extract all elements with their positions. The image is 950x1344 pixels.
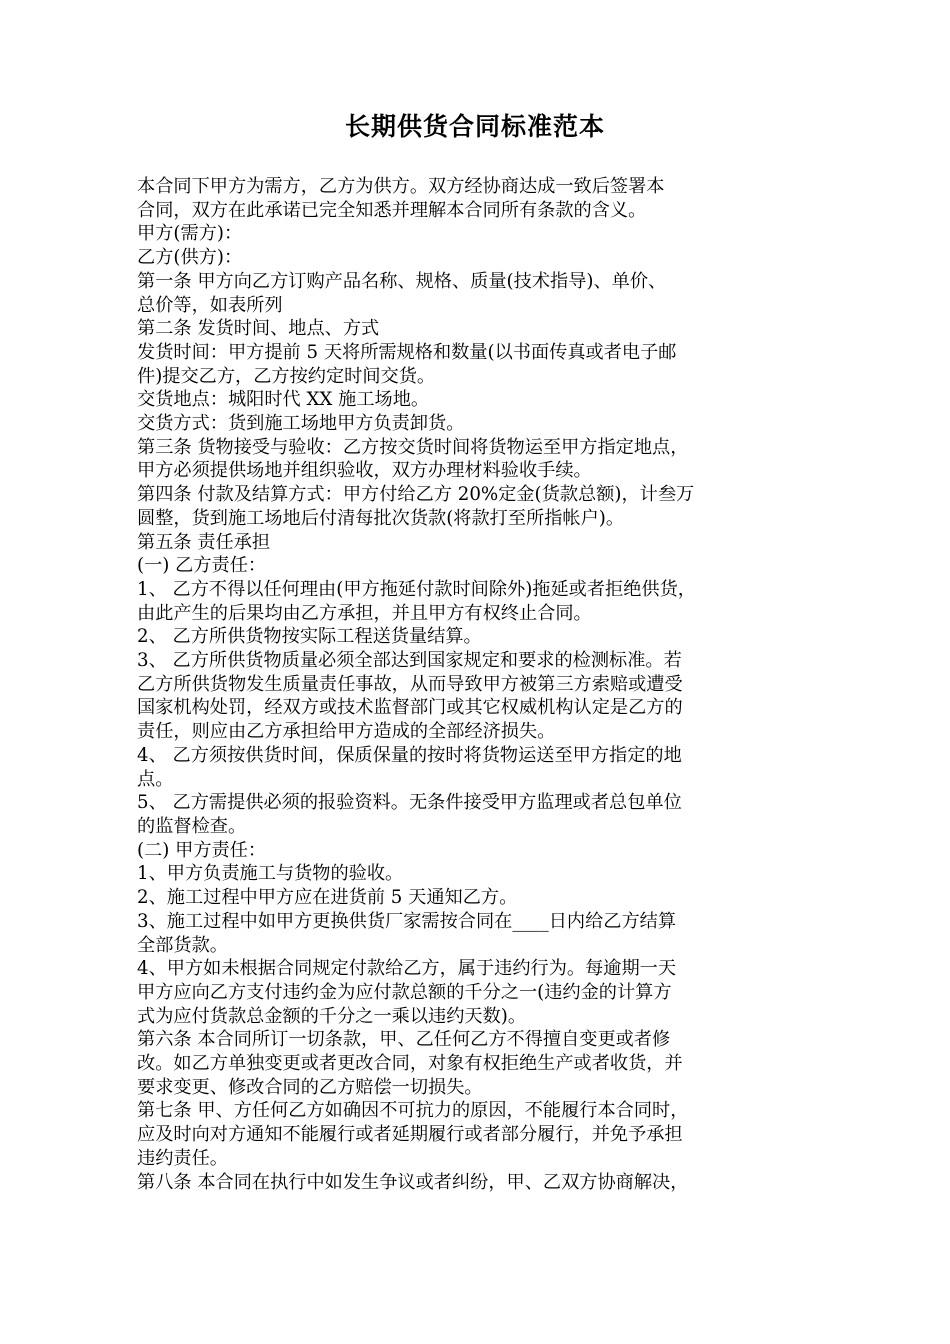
- text-line: 2、施工过程中甲方应在进货前 5 天通知乙方。: [137, 887, 518, 909]
- text-line: 3、 乙方所供货物质量必须全部达到国家规定和要求的检测标准。若: [137, 650, 682, 672]
- text-line: 第五条 责任承担: [137, 531, 271, 553]
- text-line: 第一条 甲方向乙方订购产品名称、规格、质量(技术指导)、单价、: [137, 270, 667, 292]
- text-line: 发货时间：甲方提前 5 天将所需规格和数量(以书面传真或者电子邮: [137, 341, 677, 363]
- text-line: 甲方应向乙方支付违约金为应付款总额的千分之一(违约金的计算方: [137, 981, 672, 1003]
- text-line: 合同，双方在此承诺已完全知悉并理解本合同所有条款的含义。: [137, 199, 647, 221]
- text-line: 要求变更、修改合同的乙方赔偿一切损失。: [137, 1076, 483, 1098]
- text-line: 总价等，如表所列: [137, 294, 283, 316]
- text-line: 3、施工过程中如甲方更换供货厂家需按合同在____日内给乙方结算: [137, 910, 677, 932]
- text-line: 1、 乙方不得以任何理由(甲方拖延付款时间除外)拖延或者拒绝供货，: [137, 578, 696, 600]
- text-line: 4、 乙方须按供货时间，保质保量的按时将货物运送至甲方指定的地: [137, 744, 682, 766]
- text-line: 件)提交乙方，乙方按约定时间交货。: [137, 365, 436, 387]
- text-line: (二) 甲方责任：: [137, 839, 267, 861]
- text-line: 第四条 付款及结算方式：甲方付给乙方 20%定金(货款总额)，计叁万: [137, 484, 695, 506]
- document-title: 长期供货合同标准范本: [344, 112, 605, 141]
- text-line: 应及时向对方通知不能履行或者延期履行或者部分履行，并免予承担: [137, 1124, 683, 1146]
- text-line: 交货方式：货到施工场地甲方负责卸货。: [137, 413, 465, 435]
- text-line: 改。如乙方单独变更或者更改合同，对象有权拒绝生产或者收货，并: [137, 1053, 683, 1075]
- text-line: 第八条 本合同在执行中如发生争议或者纠纷，甲、乙双方协商解决，: [137, 1171, 689, 1193]
- text-line: 第二条 发货时间、地点、方式: [137, 318, 380, 340]
- text-line: 2、 乙方所供货物按实际工程送货量结算。: [137, 626, 482, 648]
- text-line: 乙方(供方)：: [137, 247, 243, 269]
- text-line: 本合同下甲方为需方，乙方为供方。双方经协商达成一致后签署本: [137, 176, 665, 197]
- text-line: 甲方必须提供场地并组织验收，双方办理材料验收手续。: [137, 460, 592, 482]
- text-line: 第三条 货物接受与验收：乙方按交货时间将货物运至甲方指定地点，: [137, 436, 689, 458]
- text-line: 5、 乙方需提供必须的报验资料。无条件接受甲方监理或者总包单位: [137, 792, 682, 814]
- text-line: 由此产生的后果均由乙方承担，并且甲方有权终止合同。: [137, 602, 592, 624]
- text-line: 甲方(需方)：: [137, 223, 243, 245]
- text-line: 乙方所供货物发生质量责任事故，从而导致甲方被第三方索赔或遭受: [137, 673, 683, 695]
- text-line: 点。: [137, 768, 174, 790]
- text-line: 第六条 本合同所订一切条款，甲、乙任何乙方不得擅自变更或者修: [137, 1029, 671, 1051]
- text-line: 交货地点：城阳时代 XX 施工场地。: [137, 389, 430, 411]
- text-line: 式为应付货款总金额的千分之一乘以违约天数)。: [137, 1005, 527, 1027]
- text-line: 国家机构处罚，经双方或技术监督部门或其它权威机构认定是乙方的: [137, 697, 683, 719]
- text-line: 4、甲方如未根据合同规定付款给乙方，属于违约行为。每逾期一天: [137, 958, 677, 980]
- text-line: 违约责任。: [137, 1147, 228, 1169]
- text-line: 责任，则应由乙方承担给甲方造成的全部经济损失。: [137, 721, 556, 743]
- text-line: (一) 乙方责任：: [137, 555, 267, 577]
- document-body: [137, 175, 827, 1194]
- text-line: 1、甲方负责施工与货物的验收。: [137, 863, 404, 885]
- text-line: 全部货款。: [137, 934, 228, 956]
- text-line: 第七条 甲、方任何乙方如确因不可抗力的原因，不能履行本合同时，: [137, 1100, 689, 1122]
- text-line: 的监督检查。: [137, 815, 247, 837]
- text-line: 圆整，货到施工场地后付清每批次货款(将款打至所指帐户)。: [137, 507, 625, 529]
